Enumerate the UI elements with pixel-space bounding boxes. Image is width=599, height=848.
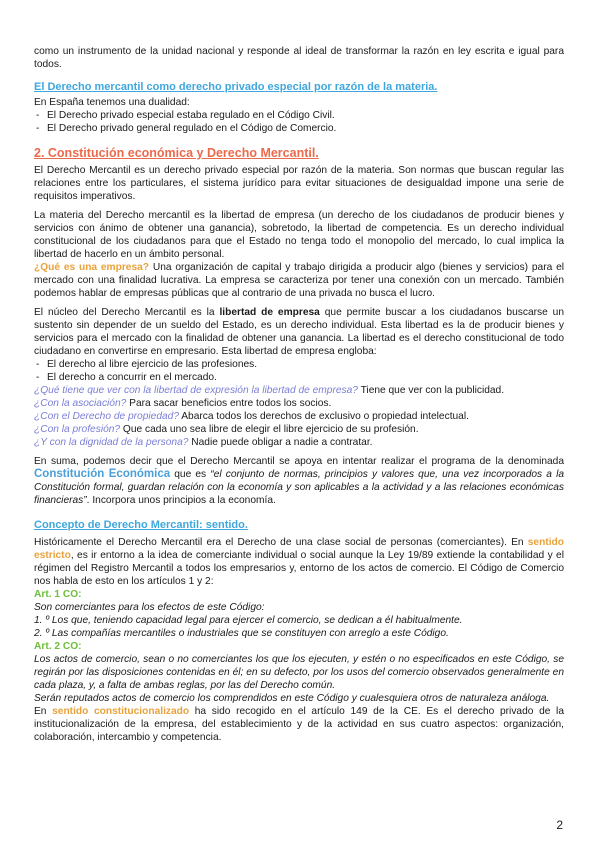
- answer-empresa: Una organización de capital y trabajo dirigida a producir algo (bienes y servicios) para el mercado con una finalidad lucrativa. La empresa se caracteriza por tener una conexión con un mercado. También podemos hablar de empresas públicas que al contrario de una privada no busca el lucro.: [34, 262, 564, 299]
- nucleo-text-b: que permite buscar a los ciudadanos buscarse un sustento sin depender de un sueldo del Estado, es un derecho individual. Esta libertad es la de producir bienes y servicios para el mercado con la finalidad de obtener una ganancia. La libertad es el derecho constitucional de todo ciudadano en convertirse en empresario. Esta libertad de empresa engloba:: [34, 307, 564, 357]
- suma-text-c: . Incorpora unos principios a la economía.: [86, 495, 276, 506]
- nucleo-paragraph: [34, 306, 564, 358]
- libertad-list: [34, 358, 564, 384]
- list-item: - El derecho al libre ejercicio de las profesiones.: [34, 358, 564, 371]
- art1-line: Son comerciantes para los efectos de este Código:: [34, 602, 265, 613]
- qa-question: ¿Y con la dignidad de la persona?: [34, 437, 189, 448]
- const-text-b: ha sido recogido en el artículo 149 de la CE. Es el derecho privado de la institucionalización de la empresa, del establecimiento y de la actividad en sus cuatro aspectos: organización, colaboración, intercambio y competencia.: [34, 706, 564, 743]
- art2-paragraph: Los actos de comercio, sean o no comerciantes los que los ejecuten, y estén o no especificados en este Código, se regirán por las disposiciones contenidas en él; en su defecto, por los usos del comercio observados generalmente en cada plaza, y, a falta de ambas reglas, por las del Derecho común.: [34, 654, 564, 691]
- art1-label: Art. 1 CO:: [34, 589, 82, 600]
- page-number: 2: [556, 818, 563, 832]
- qa-answer: Tiene que ver con la publicidad.: [357, 385, 505, 396]
- art1-line: 1. º Los que, teniendo capacidad legal para ejercer el comercio, se dedican a él habitualmente.: [34, 615, 463, 626]
- qa-question: ¿Qué tiene que ver con la libertad de expresión la libertad de empresa?: [34, 385, 358, 396]
- qa-answer: Para sacar beneficios entre todos los socios.: [126, 398, 332, 409]
- qa-line: [34, 410, 564, 423]
- heading-constitucion: 2. Constitución económica y Derecho Mercantil.: [34, 146, 319, 160]
- list-item: - El Derecho privado especial estaba regulado en el Código Civil.: [34, 109, 564, 122]
- qa-answer: Nadie puede obligar a nadie a contratar.: [188, 437, 373, 448]
- materia-paragraph: La materia del Derecho mercantil es la libertad de empresa (un derecho de los ciudadanos de producir bienes y servicios con ánimo de obtener una ganancia), sobretodo, la libertad de competencia. Es un derecho individual constitucional de los ciudadanos para que el Estado no tenga todo el monopolio del mercado, lo cual implica la libertad de hacerlo en un ámbito personal.: [34, 210, 564, 260]
- qa-answer: Que cada uno sea libre de elegir el libre ejercicio de su profesión.: [120, 424, 419, 435]
- list-item: - El Derecho privado general regulado en el Código de Comercio.: [34, 122, 564, 135]
- qa-question: ¿Con la asociación?: [34, 398, 127, 409]
- suma-text-a: En suma, podemos decir que el Derecho Mercantil se apoya en intentar realizar el programa de la denominada: [34, 456, 564, 467]
- sentido-estricto-term: sentido estricto: [34, 537, 564, 561]
- qa-line: [34, 397, 564, 410]
- art2-paragraph: Serán reputados actos de comercio los comprendidos en este Código y cualesquiera otros de naturaleza análoga.: [34, 693, 550, 704]
- historia-text-a: Históricamente el Derecho Mercantil era el Derecho de una clase social de personas (comerciantes). En: [34, 537, 528, 548]
- sentido-constitucionalizado-term: sentido constitucionalizado: [52, 706, 190, 717]
- heading-concepto: Concepto de Derecho Mercantil: sentido.: [34, 519, 248, 531]
- empresa-paragraph: [34, 261, 564, 300]
- suma-paragraph: [34, 455, 564, 507]
- suma-text-b: que es: [170, 469, 211, 480]
- list-item: - El derecho a concurrir en el mercado.: [34, 371, 564, 384]
- question-empresa: ¿Qué es una empresa?: [34, 262, 150, 273]
- qa-line: [34, 436, 564, 449]
- document-page: [34, 45, 564, 744]
- qa-question: ¿Con el Derecho de propiedad?: [34, 411, 179, 422]
- const-text-a: En: [34, 706, 53, 717]
- constitucionalizado-paragraph: [34, 705, 564, 744]
- qa-line: [34, 384, 564, 397]
- dualidad-list: [34, 109, 564, 135]
- dualidad-paragraph: En España tenemos una dualidad:: [34, 97, 190, 108]
- especial-paragraph: El Derecho Mercantil es un derecho privado especial por razón de la materia. Son normas que buscan regular las relaciones entre los particulares, el sistema jurídico para evitar situaciones de desigualdad impone una serie de requisitos imperativos.: [34, 165, 564, 202]
- libertad-empresa-bold: libertad de empresa: [219, 307, 320, 318]
- qa-line: [34, 423, 564, 436]
- suma-quote: “el conjunto de normas, principios y valores que, una vez incorporados a la Constitución formal, guardan relación con la economía y son aplicables a la actividad y a las relaciones económicas financieras”: [34, 469, 565, 506]
- historia-text-b: , es ir entorno a la idea de comerciante individual o social aunque la Ley 19/89 extiende la contabilidad y el régimen del Registro Mercantil a todos los empresarios y, entorno de los actos de comercio. El Código de Comercio nos habla de esto en los artículos 1 y 2:: [34, 550, 564, 587]
- art1-line: 2. º Las compañías mercantiles o industriales que se constituyen con arreglo a este Código.: [34, 628, 449, 639]
- qa-question: ¿Con la profesión?: [34, 424, 121, 435]
- intro-paragraph: como un instrumento de la unidad nacional y responde al ideal de transformar la razón en ley escrita e igual para todos.: [34, 46, 564, 70]
- historia-paragraph: [34, 536, 564, 588]
- constitucion-economica-term: Constitución Económica: [34, 468, 171, 480]
- art2-label: Art. 2 CO:: [34, 641, 82, 652]
- nucleo-text-a: El núcleo del Derecho Mercantil es la: [34, 307, 220, 318]
- qa-answer: Abarca todos los derechos de exclusivo o propiedad intelectual.: [178, 411, 469, 422]
- heading-mercantil-privado: El Derecho mercantil como derecho privado especial por razón de la materia.: [34, 81, 438, 93]
